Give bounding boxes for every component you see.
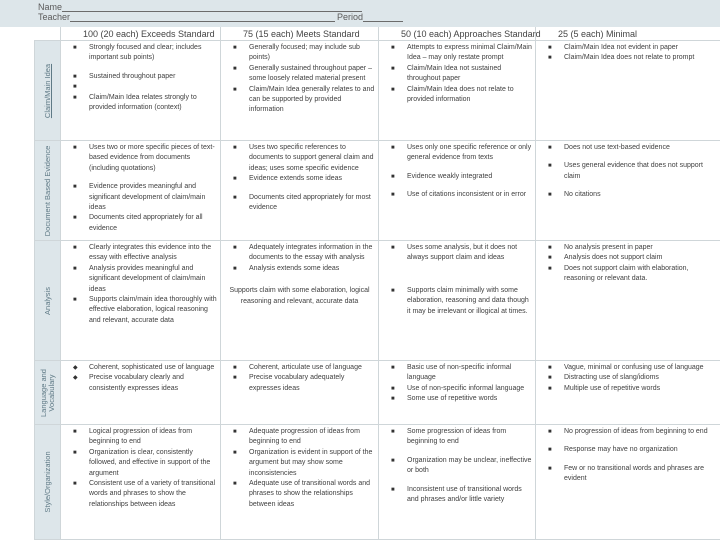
row-label-analysis: Analysis <box>42 286 52 315</box>
cell-language-meets <box>221 361 379 425</box>
bullet-icon: ■ <box>233 145 237 151</box>
bullet-icon: ■ <box>73 429 77 435</box>
bullet-icon: ■ <box>73 45 77 51</box>
bullet-icon: ■ <box>391 245 395 251</box>
list-item: ■ Strongly focused and clear; includes important sub points) <box>73 44 202 62</box>
bullet-icon: ■ <box>233 375 237 382</box>
list-item: ■ Uses two or more specific pieces of text-based evidence from documents (including quotations) <box>73 144 215 172</box>
list-item: ■ Does not use text-based evidence <box>536 143 718 153</box>
list-item: ■ Documents cited appropriately for most evidence <box>233 193 371 212</box>
bullet-icon: ■ <box>391 65 395 72</box>
bullet-icon: ■ <box>391 86 395 93</box>
bullet-icon: ■ <box>233 45 237 51</box>
bullet-icon: ◆ <box>73 375 78 382</box>
list-item: ■ Sustained throughout paper <box>61 72 218 82</box>
bullet-icon: ■ <box>548 375 552 382</box>
bullet-icon: ■ <box>391 45 395 51</box>
list-item: ■ Analysis provides meaningful and significant development of claim/main ideas <box>73 264 206 293</box>
list-item: ■ No citations <box>536 190 718 200</box>
teacher-blank[interactable] <box>70 12 335 22</box>
cell-claim-meets <box>221 41 379 141</box>
bullet-icon: ■ <box>548 255 552 262</box>
list-item: ■ Few or no transitional words and phrases are evident <box>548 464 705 483</box>
list-item: ■ Supports claim minimally with some elaboration, reasoning and data though it may be irrelevant or illogical at times. <box>391 286 529 315</box>
name-blank[interactable] <box>62 2 362 12</box>
list-item: ■ Use of non-specific informal language <box>379 384 533 394</box>
table-row <box>35 41 720 141</box>
bullet-icon: ■ <box>548 163 552 170</box>
bullet-icon: ◆ <box>73 365 78 371</box>
cell-claim-minimal <box>536 41 720 141</box>
column-header-row <box>35 27 720 41</box>
rubric-table <box>34 27 720 540</box>
column-header-approaches: 50 (10 each) Approaches Standard <box>379 27 536 41</box>
cell-style-approaches <box>379 425 536 540</box>
row-label-language: Language and Vocabulary <box>38 368 56 417</box>
bullet-icon: ■ <box>548 245 552 251</box>
list-item: ■ Precise vocabulary adequately expresses ideas <box>233 374 345 392</box>
bullet-icon: ■ <box>391 486 395 493</box>
bullet-icon: ■ <box>73 145 77 151</box>
list-item: ■ Supports claim/main idea thoroughly with effective elaboration, logical reasoning and relevant, accurate data <box>73 296 217 324</box>
bullet-icon: ■ <box>73 84 77 91</box>
table-row <box>35 361 720 425</box>
list-item: ■ Evidence provides meaningful and significant development of claim/main ideas <box>73 183 206 212</box>
cell-analysis-meets <box>221 241 379 361</box>
cell-claim-approaches <box>379 41 536 141</box>
bullet-icon: ■ <box>391 396 395 403</box>
list-item: ■ Distracting use of slang/idioms <box>536 373 718 383</box>
bullet-icon: ■ <box>233 365 237 371</box>
list-item: ■ Adequate use of transitional words and phrases to show the relationships between ideas <box>233 480 371 508</box>
cell-evidence-approaches <box>379 141 536 241</box>
list-item: ■ Organization is clear, consistently followed, and effective in support of the argument <box>73 448 211 477</box>
header-area <box>0 0 720 27</box>
bullet-icon: ■ <box>233 86 237 93</box>
list-item: ■ Coherent, articulate use of language <box>221 363 376 373</box>
teacher-line <box>38 12 403 22</box>
bullet-icon: ■ <box>73 215 77 222</box>
bullet-icon: ■ <box>73 265 77 272</box>
bullet-icon: ■ <box>548 192 552 199</box>
bullet-icon: ■ <box>233 176 237 183</box>
period-label: Period <box>337 12 364 22</box>
list-item: ■ Generally focused; may include sub points) <box>233 44 360 62</box>
list-item: ■ Logical progression of ideas from beginning to end <box>73 428 193 446</box>
cell-analysis-minimal <box>536 241 720 361</box>
row-label-cell <box>35 361 61 425</box>
bullet-icon: ■ <box>548 385 552 392</box>
cell-style-exceeds <box>61 425 221 540</box>
list-item: ■ Consistent use of a variety of transitional words and phrases to show the relationships between ideas <box>73 480 216 508</box>
table-row <box>35 425 720 540</box>
bullet-icon: ■ <box>548 145 552 151</box>
bullet-icon: ■ <box>548 465 552 472</box>
bullet-icon: ■ <box>73 184 77 191</box>
list-item: ■ Organization is evident in support of the argument but may show some inconsistencies <box>233 448 373 477</box>
bullet-icon: ■ <box>548 265 552 272</box>
bullet-icon: ■ <box>73 481 77 488</box>
list-item: ■ Use of citations inconsistent or in error <box>379 190 533 200</box>
list-item: ■ Inconsistent use of transitional words and phrases and/or little variety <box>391 485 522 504</box>
list-item: ■ No analysis present in paper <box>536 243 718 253</box>
bullet-icon: ■ <box>233 65 237 72</box>
bullet-icon: ■ <box>548 365 552 371</box>
row-label-style: Style/Organization <box>42 451 52 513</box>
list-item: ■ Attempts to express minimal Claim/Main Idea – may only restate prompt <box>391 44 532 62</box>
list-item: ■ Some progression of ideas from beginning to end <box>391 428 507 446</box>
list-item <box>61 82 218 92</box>
row-label-cell <box>35 425 61 540</box>
list-item: ■ Does not support claim with elaboration, reasoning or relevant data. <box>548 264 689 283</box>
cell-language-exceeds <box>61 361 221 425</box>
list-item: ◆ Coherent, sophisticated use of language <box>61 363 218 373</box>
cell-analysis-exceeds <box>61 241 221 361</box>
bullet-icon: ■ <box>548 447 552 454</box>
bullet-icon: ■ <box>391 365 395 371</box>
bullet-icon: ■ <box>548 429 552 435</box>
list-item: ■ Organization may be unclear, ineffective or both <box>391 456 532 475</box>
cell-analysis-approaches <box>379 241 536 361</box>
bullet-icon: ■ <box>73 94 77 101</box>
list-item: ■ Analysis extends some ideas <box>221 264 376 274</box>
list-item: ■ Uses some analysis, but it does not always support claim and ideas <box>391 244 518 262</box>
list-item: ■ Adequate progression of ideas from beginning to end <box>233 428 360 446</box>
list-item: ■ Basic use of non-specific informal language <box>391 364 512 382</box>
bullet-icon: ■ <box>391 173 395 180</box>
list-item: ■ Claim/Main Idea not evident in paper <box>536 43 718 53</box>
bullet-icon: ■ <box>391 192 395 199</box>
list-item: ■ Adequately integrates information in the documents to the essay with analysis <box>233 244 373 262</box>
bullet-icon: ■ <box>73 73 77 80</box>
list-item: ◆ Precise vocabulary clearly and consistently expresses ideas <box>73 374 184 392</box>
bullet-icon: ■ <box>73 297 77 304</box>
cell-evidence-meets <box>221 141 379 241</box>
list-item: ■ Claim/Main Idea relates strongly to provided information (context) <box>73 93 197 112</box>
cell-style-minimal <box>536 425 720 540</box>
cell-language-minimal <box>536 361 720 425</box>
bullet-icon: ■ <box>233 245 237 251</box>
list-item: ■ Clearly integrates this evidence into the essay with effective analysis <box>73 244 212 262</box>
cell-claim-exceeds <box>61 41 221 141</box>
column-header-minimal: 25 (5 each) Minimal <box>536 27 720 41</box>
row-label-evidence: Document Based Evidence <box>42 145 52 236</box>
row-label-cell <box>35 241 61 361</box>
bullet-icon: ■ <box>233 429 237 435</box>
name-line <box>38 2 362 12</box>
bullet-icon: ■ <box>391 385 395 392</box>
list-item: ■ Uses two specific references to documents to support general claim and ideas; uses some specific evidence <box>233 144 374 172</box>
list-item: ■ Claim/Main Idea does not relate to provided information <box>391 85 514 104</box>
list-item: ■ Evidence extends some ideas <box>221 174 376 184</box>
bullet-icon: ■ <box>233 481 237 488</box>
row-label-cell <box>35 141 61 241</box>
teacher-label: Teacher <box>38 12 71 22</box>
list-item: ■ Claim/Main Idea not sustained throughout paper <box>391 64 502 83</box>
list-item: ■ Some use of repetitive words <box>379 394 533 404</box>
list-item: ■ Vague, minimal or confusing use of language <box>536 363 718 373</box>
bullet-icon: ■ <box>233 449 237 456</box>
bullet-icon: ■ <box>391 457 395 464</box>
period-blank[interactable] <box>363 12 403 22</box>
bullet-icon: ■ <box>73 449 77 456</box>
list-item: ■ Evidence weakly integrated <box>379 172 533 182</box>
bullet-icon: ■ <box>548 45 552 51</box>
column-header-exceeds: 100 (20 each) Exceeds Standard <box>61 27 221 41</box>
bullet-icon: ■ <box>233 194 237 201</box>
list-item: ■ Response may have no organization <box>536 445 718 455</box>
row-label-claim: Claim/Main Idea <box>42 63 52 118</box>
table-row <box>35 141 720 241</box>
name-label: Name <box>38 2 63 12</box>
list-item: ■ Generally sustained throughout paper – some loosely related material present <box>233 64 372 83</box>
list-item: ■ Documents cited appropriately for all evidence <box>73 214 203 232</box>
bullet-icon: ■ <box>73 245 77 251</box>
table-row <box>35 241 720 361</box>
bullet-icon: ■ <box>391 145 395 151</box>
analysis-meets-note: Supports claim with some elaboration, logical reasoning and relevant, accurate data <box>229 287 370 305</box>
list-item: ■ Claim/Main Idea generally relates to and can be supported by provided information <box>233 85 375 114</box>
bullet-icon: ■ <box>548 55 552 62</box>
list-item: ■ Uses general evidence that does not support claim <box>548 162 703 180</box>
cell-evidence-minimal <box>536 141 720 241</box>
cell-evidence-exceeds <box>61 141 221 241</box>
cell-language-approaches <box>379 361 536 425</box>
list-item: ■ Uses only one specific reference or only general evidence from texts <box>391 144 532 162</box>
bullet-icon: ■ <box>391 429 395 435</box>
list-item: ■ Claim/Main Idea does not relate to prompt <box>536 53 718 63</box>
list-item: ■ Multiple use of repetitive words <box>536 384 718 394</box>
list-item: ■ No progression of ideas from beginning to end <box>536 427 718 437</box>
bullet-icon: ■ <box>391 287 395 294</box>
column-header-meets: 75 (15 each) Meets Standard <box>221 27 379 41</box>
list-item: ■ Analysis does not support claim <box>536 253 718 263</box>
row-label-cell <box>35 41 61 141</box>
bullet-icon: ■ <box>233 265 237 272</box>
cell-style-meets <box>221 425 379 540</box>
